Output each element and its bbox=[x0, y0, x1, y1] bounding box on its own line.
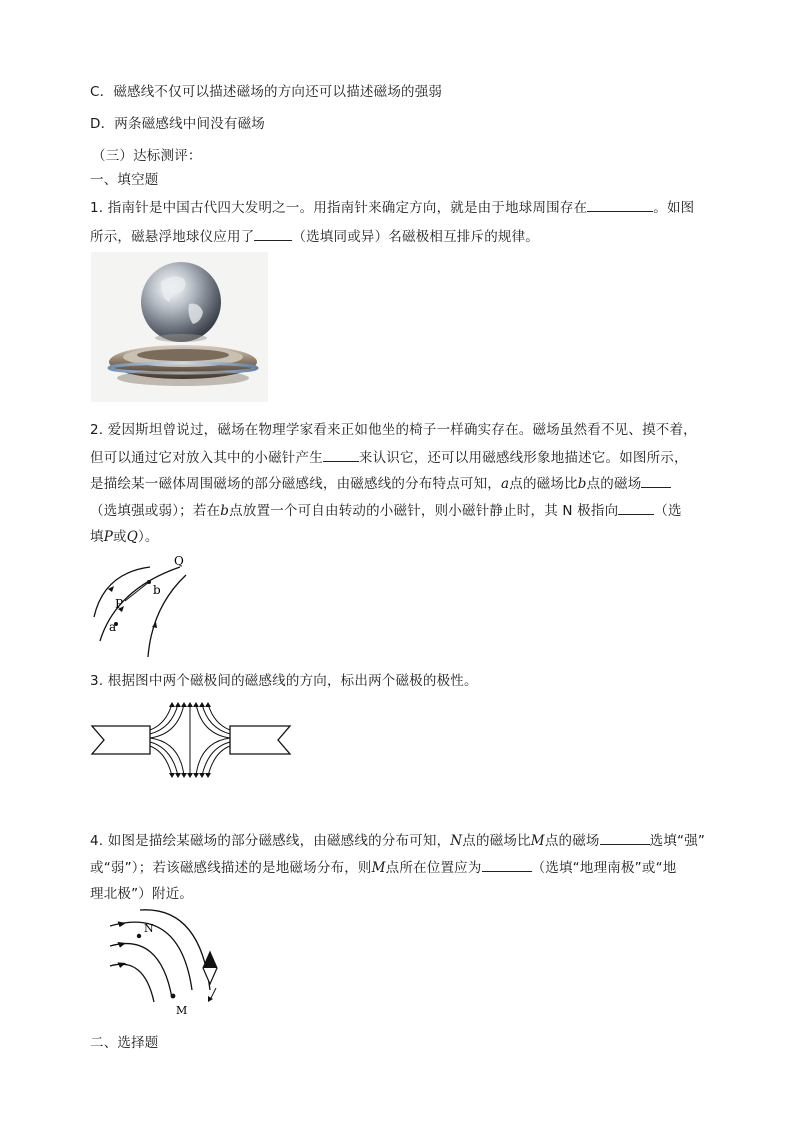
q4-line-3: 理北极”）附近。 bbox=[90, 886, 194, 902]
q1-line-2 bbox=[90, 226, 539, 247]
answer-blank[interactable] bbox=[618, 500, 654, 515]
q4-line-1 bbox=[90, 830, 705, 851]
answer-blank[interactable] bbox=[587, 197, 653, 212]
q2-line-2 bbox=[90, 447, 688, 468]
q4-text: 点的磁场比 bbox=[462, 833, 531, 849]
label-q: Q bbox=[174, 554, 184, 568]
q1-text: 1. 指南针是中国古代四大发明之一。用指南针来确定方向，就是由于地球周围存在 bbox=[90, 200, 588, 216]
answer-blank[interactable] bbox=[254, 226, 292, 241]
q4-text: 选填“强” bbox=[649, 833, 706, 849]
point-m-ref: M bbox=[371, 860, 386, 876]
q2-line-5 bbox=[90, 527, 159, 547]
part-two-heading: 二、选择题 bbox=[90, 1035, 159, 1051]
field-lines-figure-q2 bbox=[90, 553, 200, 661]
field-lines-figure-q4 bbox=[100, 906, 240, 1016]
q2-text: （选 bbox=[654, 503, 682, 519]
option-c: C．磁感线不仅可以描述磁场的方向还可以描述磁场的强弱 bbox=[90, 84, 443, 100]
q2-line-4 bbox=[90, 500, 682, 521]
q2-text: 填 bbox=[90, 529, 104, 545]
label-m: M bbox=[176, 1004, 188, 1016]
part-one-heading: 一、填空题 bbox=[90, 172, 159, 188]
q2-line-3 bbox=[90, 473, 671, 494]
q4-text: 4. 如图是描绘某磁场的部分磁感线，由磁感线的分布可知， bbox=[90, 833, 451, 849]
answer-blank[interactable] bbox=[600, 830, 650, 845]
q2-text: ）。 bbox=[137, 529, 159, 545]
q1-text: 。如图 bbox=[653, 200, 695, 216]
q4-line-2 bbox=[90, 857, 676, 878]
q2-text: 来认识它，还可以用磁感线形象地描述它。如图所示， bbox=[358, 450, 688, 466]
q4-text: 点的磁场 bbox=[544, 833, 600, 849]
q3-line-1: 3. 根据图中两个磁极间的磁感线的方向，标出两个磁极的极性。 bbox=[90, 673, 478, 689]
point-n-ref: N bbox=[450, 833, 463, 849]
point-b-ref: b bbox=[220, 503, 230, 519]
label-n: N bbox=[144, 922, 154, 935]
answer-blank[interactable] bbox=[323, 447, 359, 462]
q2-text: 或 bbox=[113, 529, 127, 545]
label-a: a bbox=[109, 620, 117, 634]
q1-line-1 bbox=[90, 197, 694, 218]
q2-text: 是描绘某一磁体周围磁场的部分磁感线，由磁感线的分布特点可知， bbox=[90, 476, 501, 492]
q2-text: 点放置一个可自由转动的小磁针，则小磁针静止时，其 N 极指向 bbox=[229, 503, 619, 519]
maglev-globe-figure bbox=[91, 252, 268, 402]
point-q-ref: Q bbox=[126, 529, 138, 545]
point-p-ref: P bbox=[103, 529, 113, 545]
label-p: P bbox=[115, 597, 124, 611]
point-a-ref: a bbox=[501, 476, 510, 492]
point-m-ref: M bbox=[530, 833, 545, 849]
q1-text: （选填同或异）名磁极相互排斥的规律。 bbox=[292, 229, 540, 245]
q4-text: 点所在位置应为 bbox=[385, 860, 482, 876]
q4-text: （选填“地理南极”或“地 bbox=[531, 860, 677, 876]
two-poles-figure bbox=[90, 700, 295, 780]
q2-text: 点的磁场比 bbox=[509, 476, 578, 492]
option-d: D．两条磁感线中间没有磁场 bbox=[90, 116, 265, 132]
q2-text: 点的磁场 bbox=[586, 476, 642, 492]
compass-needle-icon bbox=[203, 952, 217, 1002]
q2-line-1: 2. 爱因斯坦曾说过，磁场在物理学家看来正如他坐的椅子一样确实存在。磁场虽然看不见、摸不着， bbox=[90, 422, 697, 438]
label-b: b bbox=[153, 583, 161, 597]
q2-text: 但可以通过它对放入其中的小磁针产生 bbox=[90, 450, 323, 466]
answer-blank[interactable] bbox=[482, 857, 532, 872]
q2-text: （选填强或弱）；若在 bbox=[90, 503, 221, 519]
q1-text: 所示，磁悬浮地球仪应用了 bbox=[90, 229, 255, 245]
section-title: （三）达标测评： bbox=[92, 148, 202, 164]
point-b-ref: b bbox=[577, 476, 587, 492]
q4-text: 或“弱”）；若该磁感线描述的是地磁场分布，则 bbox=[90, 860, 372, 876]
answer-blank[interactable] bbox=[641, 473, 671, 488]
